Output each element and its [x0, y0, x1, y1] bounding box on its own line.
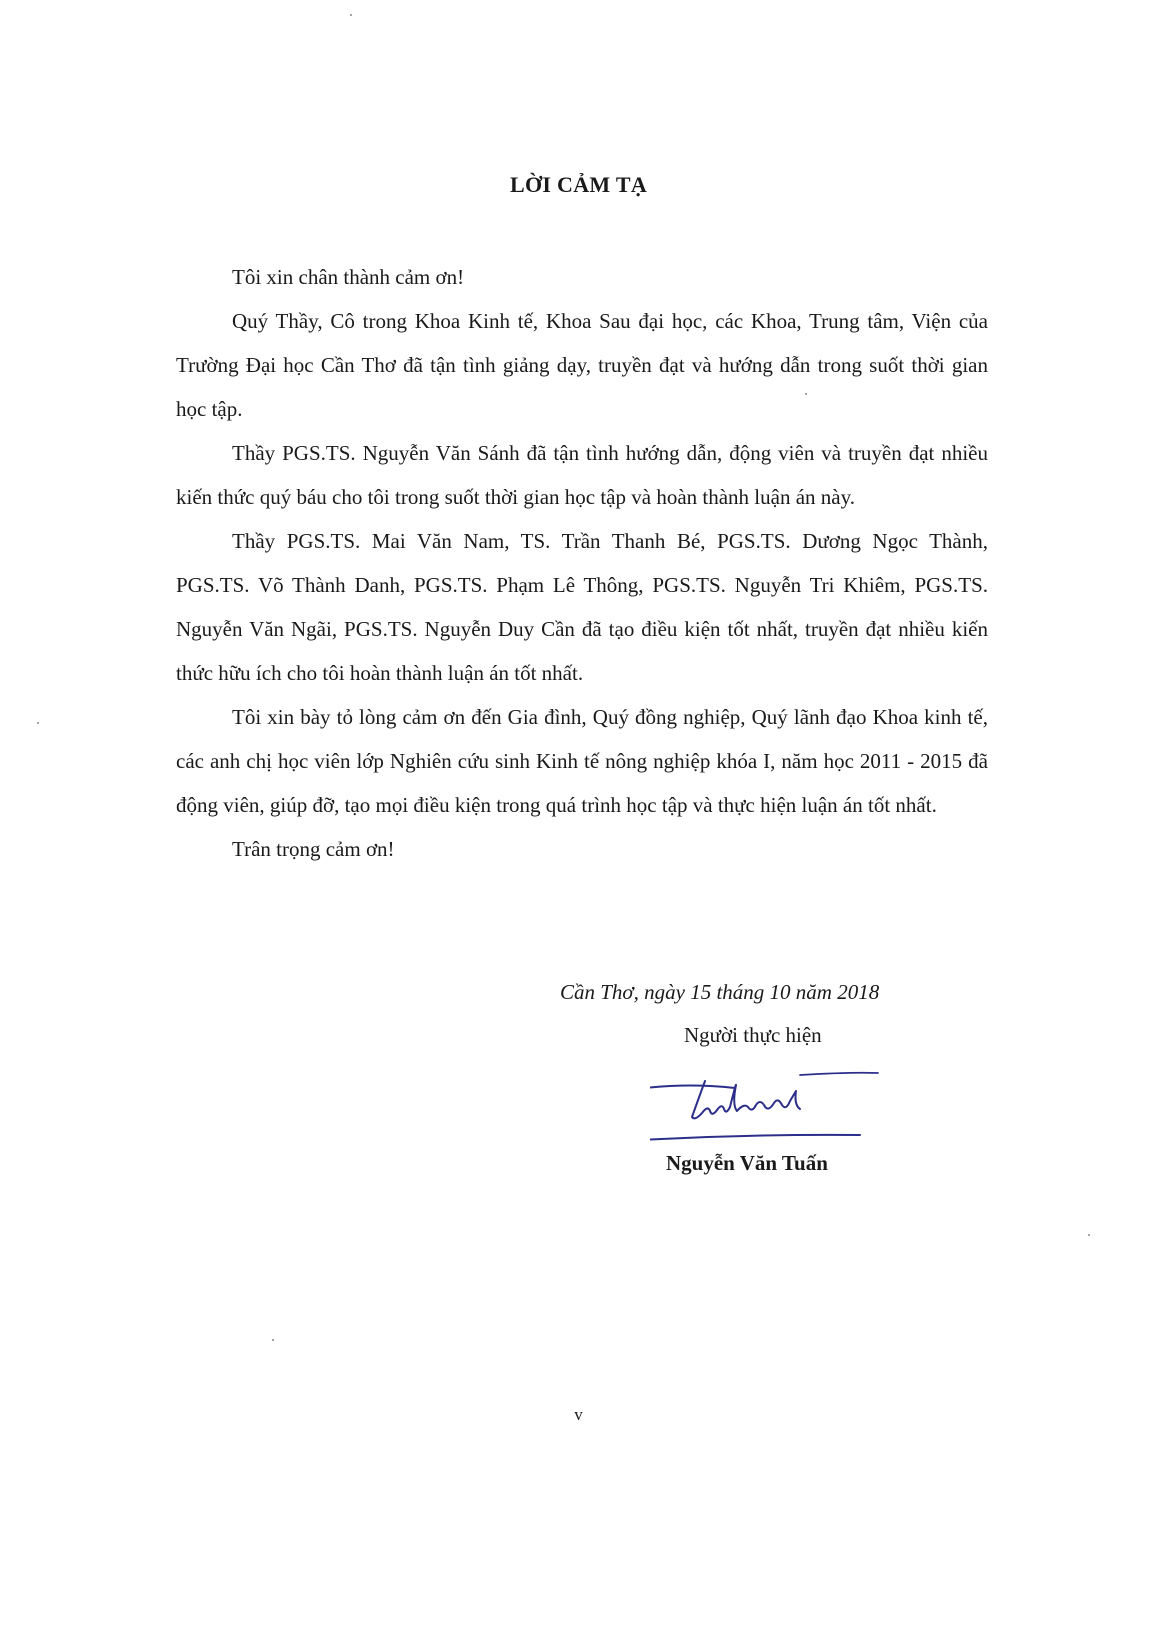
paragraph-faculty-thanks: Quý Thầy, Cô trong Khoa Kinh tế, Khoa Sau đại học, các Khoa, Trung tâm, Viện của Trường Đại học Cần Thơ đã tận tình giảng dạy, truyền đạt và hướng dẫn trong suốt thời gian học tập.	[176, 309, 988, 421]
paragraph-family-thanks: Tôi xin bày tỏ lòng cảm ơn đến Gia đình, Quý đồng nghiệp, Quý lãnh đạo Khoa kinh tế, các anh chị học viên lớp Nghiên cứu sinh Kinh tế nông nghiệp khóa I, năm học 2011 - 2015 đã động viên, giúp đỡ, tạo mọi điều kiện trong quá trình học tập và thực hiện luận án tốt nhất.	[176, 705, 988, 817]
body-text	[176, 255, 988, 871]
signer-name: Nguyễn Văn Tuấn	[666, 1151, 828, 1175]
paragraph-professors-thanks: Thầy PGS.TS. Mai Văn Nam, TS. Trần Thanh Bé, PGS.TS. Dương Ngọc Thành, PGS.TS. Võ Thành Danh, PGS.TS. Phạm Lê Thông, PGS.TS. Nguyễn Tri Khiêm, PGS.TS. Nguyễn Văn Ngãi, PGS.TS. Nguyễn Duy Cần đã tạo điều kiện tốt nhất, truyền đạt nhiều kiến thức hữu ích cho tôi hoàn thành luận án tốt nhất.	[176, 529, 988, 685]
signer-role: Người thực hiện	[684, 1023, 822, 1047]
page-title: LỜI CẢM TẠ	[509, 172, 648, 197]
page-number: v	[574, 1405, 583, 1424]
scan-speck	[350, 14, 352, 16]
paragraph-advisor-thanks: Thầy PGS.TS. Nguyễn Văn Sánh đã tận tình hướng dẫn, động viên và truyền đạt nhiều kiến thức quý báu cho tôi trong suốt thời gian học tập và hoàn thành luận án này.	[176, 441, 988, 509]
scan-speck	[1088, 1234, 1090, 1236]
scan-speck	[37, 722, 39, 724]
signature-image	[650, 1055, 910, 1150]
paragraph-closing: Trân trọng cảm ơn!	[232, 837, 395, 861]
scan-speck	[805, 393, 807, 395]
place-date: Cần Thơ, ngày 15 tháng 10 năm 2018	[560, 980, 880, 1004]
scan-speck	[272, 1339, 274, 1341]
paragraph-greeting: Tôi xin chân thành cảm ơn!	[232, 265, 465, 289]
